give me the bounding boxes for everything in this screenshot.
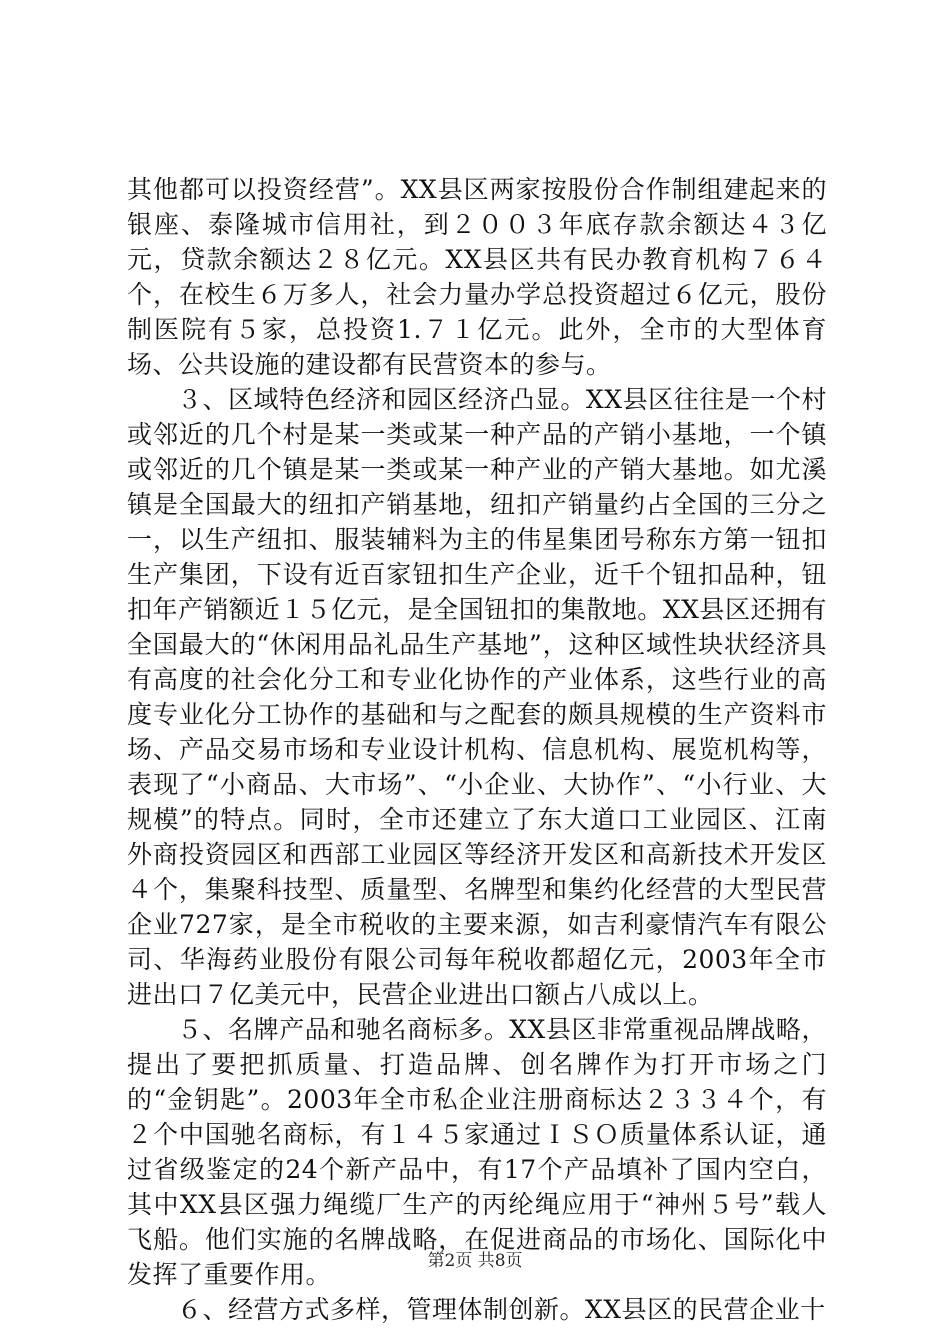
- page-footer: 第2页 共8页: [427, 1251, 523, 1271]
- paragraph-3: ５、名牌产品和驰名商标多。XX县区非常重视品牌战略，提出了要把抓质量、打造品牌、创名牌作为打开市场之门的“金钥匙”。2003年全市私企业注册商标达２３３４个，有２个中国驰名商标，有１４５家通过ＩＳＯ质量体系认证，通过省级鉴定的24个新产品中，有17个产品填补了国内空白，其中XX县区强力绳缆厂生产的丙纶绳应用于“神州５号”载人飞船。他们实施的名牌战略，在促进商品的市场化、国际化中发挥了重要作用。: [127, 1015, 827, 1289]
- paragraph-4: ６、经营方式多样，管理体制创新。XX县区的民营企业十: [177, 1295, 826, 1324]
- document-body: [127, 172, 827, 1327]
- paragraph-1: 其他都可以投资经营”。XX县区两家按股份合作制组建起来的银座、泰隆城市信用社，到２００３年底存款余额达４３亿元，贷款余额达２８亿元。XX县区共有民办教育机构７６４个，在校生６万多人，社会力量办学总投资超过６亿元，股份制医院有５家，总投资1.７１亿元。此外，全市的大型体育场、公共设施的建设都有民营资本的参与。: [127, 175, 827, 379]
- paragraph-2: ３、区域特色经济和园区经济凸显。XX县区往往是一个村或邻近的几个村是某一类或某一种产品的产销小基地，一个镇或邻近的几个镇是某一类或某一种产业的产销大基地。如尤溪镇是全国最大的纽扣产销基地，纽扣产销量约占全国的三分之一，以生产纽扣、服装辅料为主的伟星集团号称东方第一钮扣生产集团，下设有近百家钮扣生产企业，近千个钮扣品种，钮扣年产销额近１５亿元，是全国钮扣的集散地。XX县区还拥有全国最大的“休闲用品礼品生产基地”，这种区域性块状经济具有高度的社会化分工和专业化协作的产业体系，这些行业的高度专业化分工协作的基础和与之配套的颇具规模的生产资料市场、产品交易市场和专业设计机构、信息机构、展览机构等，表现了“小商品、大市场”、“小企业、大协作”、“小行业、大规模”的特点。同时，全市还建立了东大道口工业园区、江南外商投资园区和西部工业园区等经济开发区和高新技术开发区４个，集聚科技型、质量型、名牌型和集约化经营的大型民营企业727家，是全市税收的主要来源，如吉利豪情汽车有限公司、华海药业股份有限公司每年税收都超亿元，2003年全市进出口７亿美元中，民营企业进出口额占八成以上。: [127, 385, 827, 1009]
